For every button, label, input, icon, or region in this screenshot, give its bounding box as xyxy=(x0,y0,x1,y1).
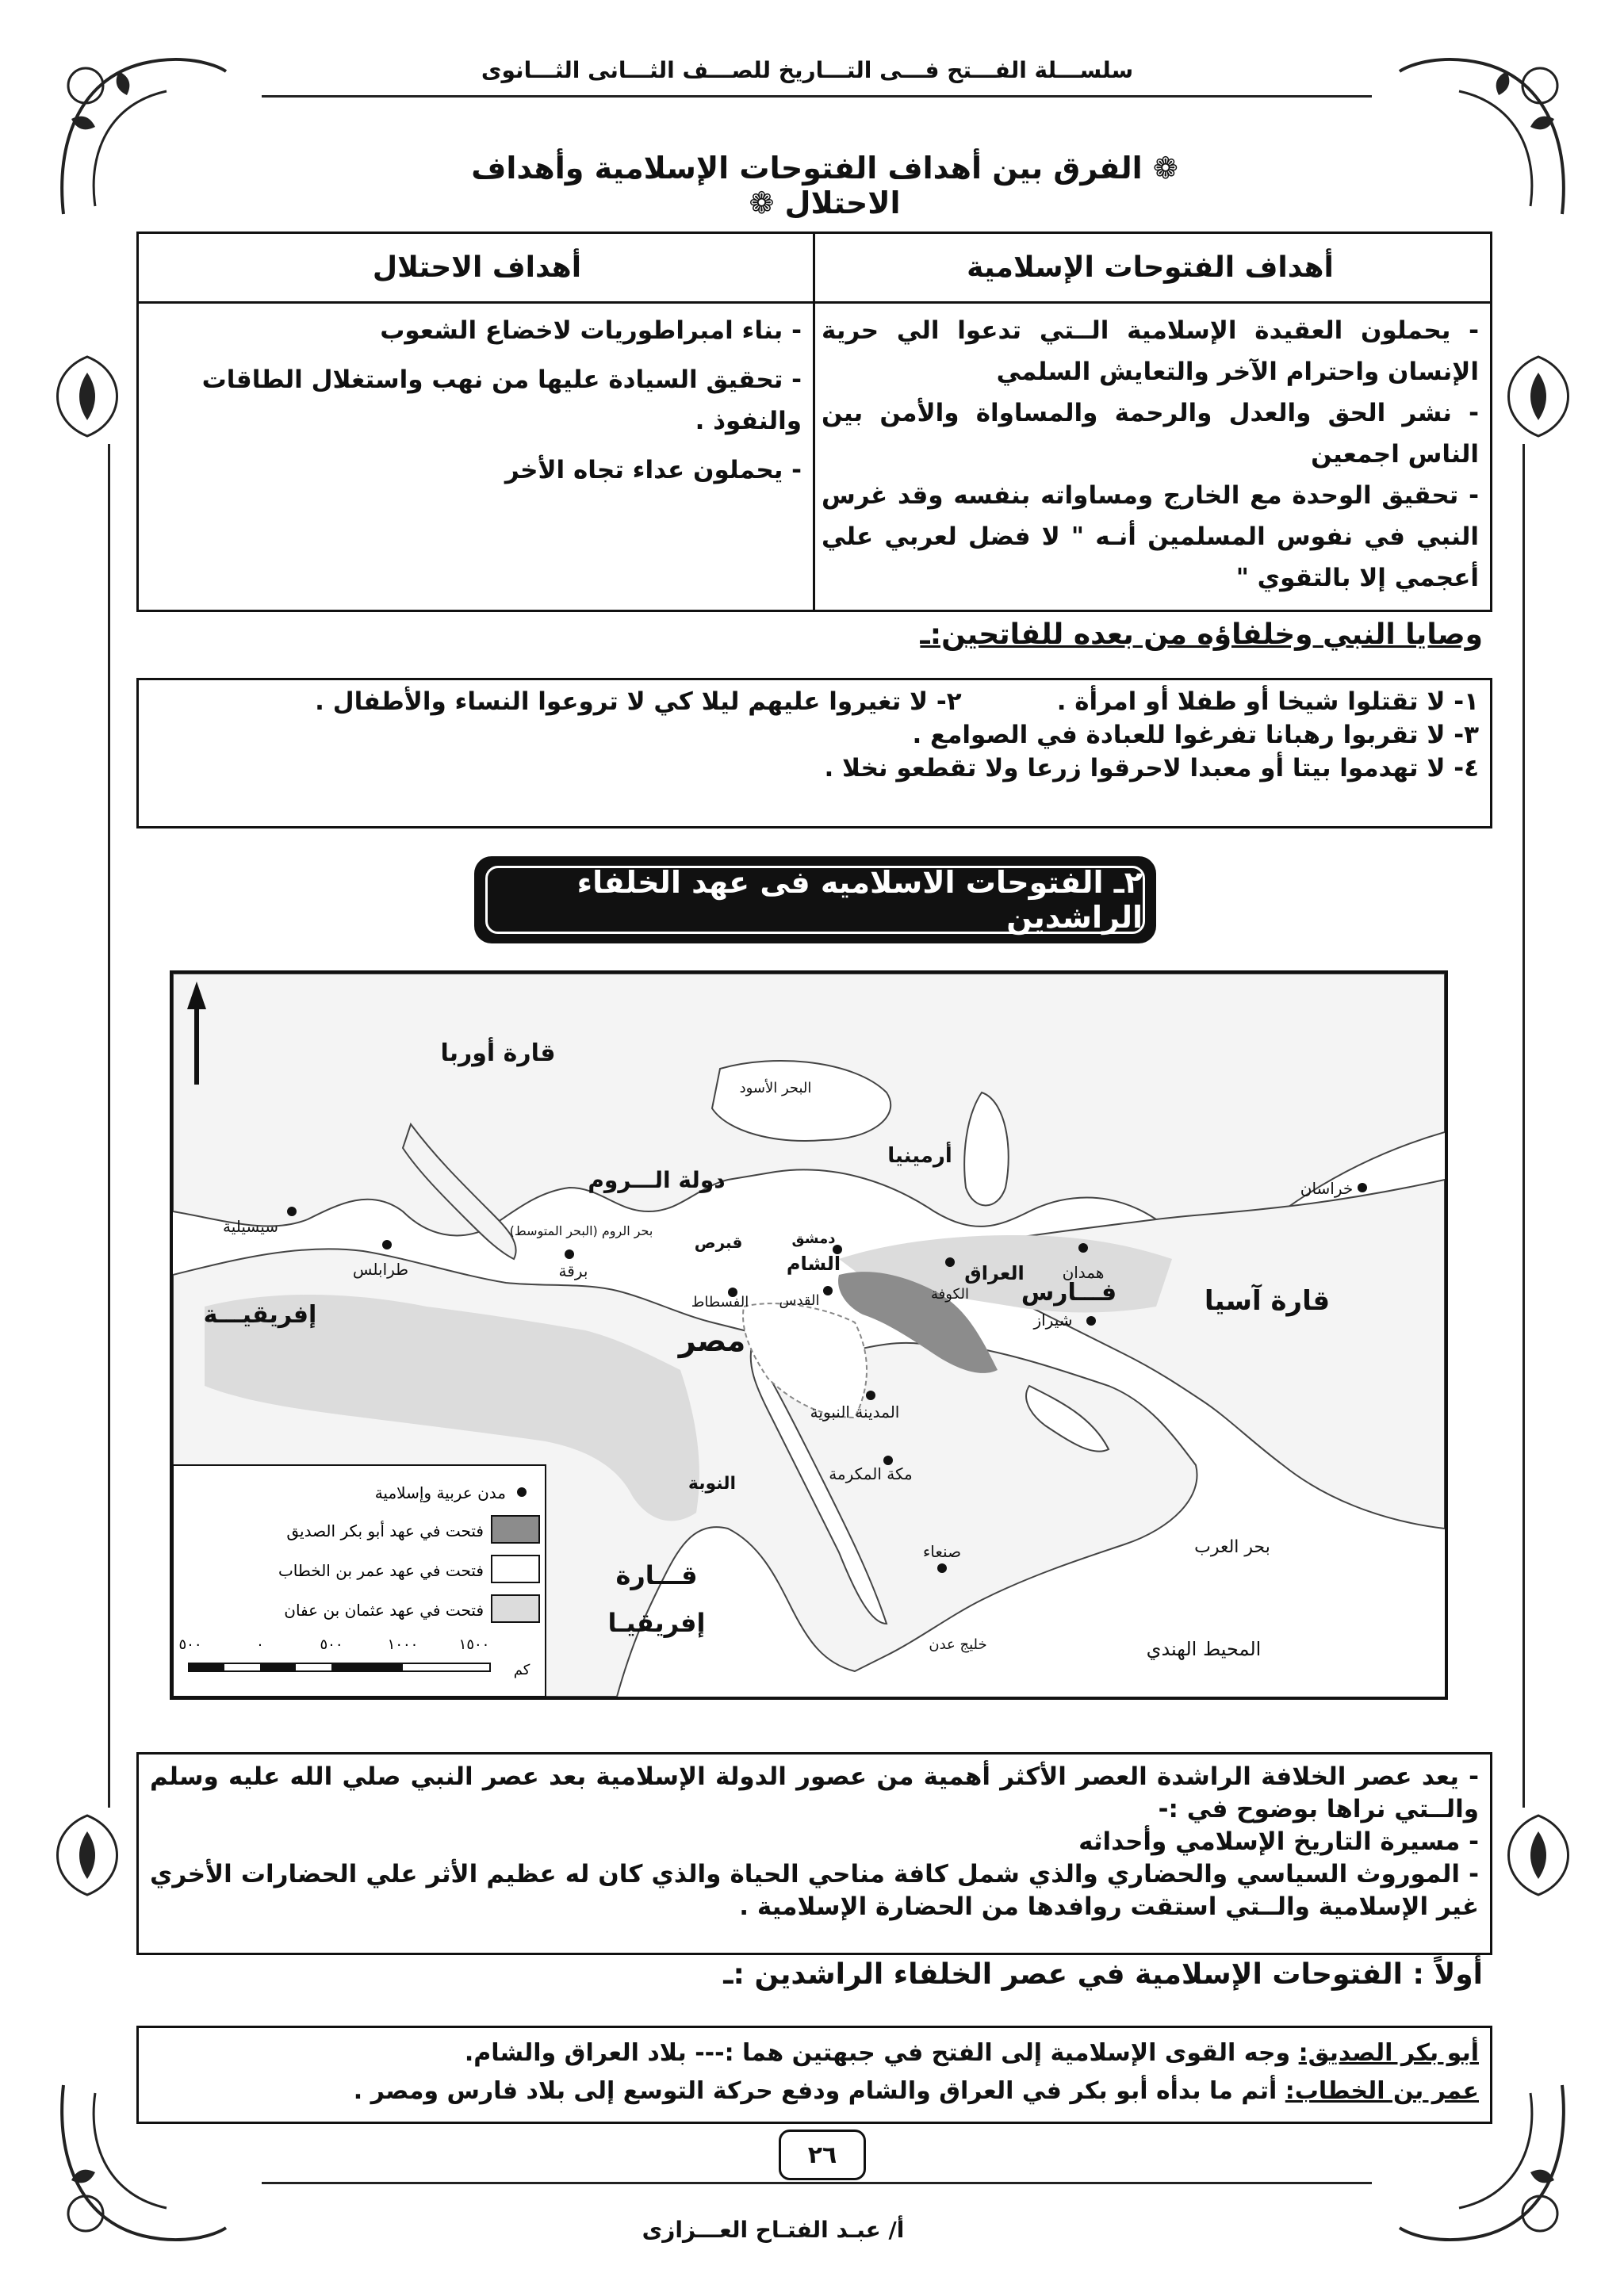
label-barqa: برقة xyxy=(558,1261,588,1280)
city-dot-jerusalem xyxy=(823,1286,833,1295)
city-dot-kufa xyxy=(945,1257,955,1267)
abu-bakr-name: أبو بكر الصديق: xyxy=(1298,2039,1479,2067)
city-dot-hamadan xyxy=(1078,1243,1088,1253)
label-shiraz: شيراز xyxy=(1033,1311,1073,1330)
label-iraq: العراق xyxy=(964,1262,1025,1284)
label-gulf-aden: خليج عدن xyxy=(929,1636,987,1653)
map-legend xyxy=(173,1465,546,1697)
ornament-corner-top-left-icon xyxy=(48,48,230,230)
legend-label: فتحت في عهد عمر بن الخطاب xyxy=(278,1561,484,1580)
city-dot-barqa xyxy=(565,1249,574,1259)
scale-tick-label: ٥٠٠ xyxy=(178,1636,202,1653)
label-mediterranean: بحر الروم (البحر المتوسط) xyxy=(509,1223,653,1238)
city-dot-sicily xyxy=(287,1207,297,1216)
section-title-text: الفرق بين أهداف الفتوحات الإسلامية وأهداف الاحتلال xyxy=(471,151,1143,220)
omar-text: أتم ما بدأه أبو بكر في العراق والشام ودفع حركة التوسع إلى بلاد فارس ومصر . xyxy=(353,2077,1285,2105)
page-number: ٢٦ xyxy=(779,2130,866,2180)
series-title: سلســـلة الفـــتح فـــى التـــاريخ للصـــف الثـــانى الثـــانوى xyxy=(481,57,1134,83)
scale-tick-label: ٥٠٠ xyxy=(320,1636,343,1653)
legend-city-dot xyxy=(517,1487,527,1497)
label-medina: المدينة النبوية xyxy=(810,1402,900,1422)
caliphs-box xyxy=(136,2026,1492,2124)
frame-left-line xyxy=(108,444,110,1808)
era-item: - يعد عصر الخلافة الراشدة العصر الأكثر أهمية من عصور الدولة الإسلامية بعد عصر النبي صلي الله عليه وسلم والــتي نراها بوضوح في :- xyxy=(150,1762,1479,1823)
ornament-side-left-top-icon xyxy=(32,349,143,444)
ornament-side-left-icon xyxy=(32,1808,143,1903)
label-sanaa: صنعاء xyxy=(922,1542,962,1561)
islamic-goal-item: - يحملون العقيدة الإسلامية الــتي تدعوا الي حرية الإنسان واحترام الآخر والتعايش السلمي xyxy=(822,316,1479,386)
legend-swatch-umar xyxy=(492,1556,539,1582)
legend-label: مدن عربية وإسلامية xyxy=(374,1483,506,1502)
label-asia: قارة آسيا xyxy=(1204,1285,1331,1317)
occupation-goal-item: - يحملون عداء تجاه الأخر xyxy=(504,456,802,484)
occupation-goals-header: أهداف الاحتلال xyxy=(139,234,815,304)
scale-tick-label: ٠ xyxy=(256,1636,264,1653)
city-dot-sanaa xyxy=(937,1563,947,1573)
legend-label: فتحت في عهد عثمان بن عفان xyxy=(284,1601,484,1620)
label-fustat: الفسطاط xyxy=(691,1294,749,1311)
label-kufa: الكوفة xyxy=(931,1286,969,1303)
city-dot-medina xyxy=(866,1391,875,1400)
frame-right-line xyxy=(1522,444,1525,1808)
city-dot-tripoli xyxy=(382,1240,392,1249)
legend-swatch-uthman xyxy=(492,1595,539,1622)
occupation-goal-item: - بناء امبراطوريات لاخضاع الشعوب xyxy=(380,316,802,345)
islamic-goal-item: - تحقيق الوحدة مع الخارج ومساواته بنفسه وقد غرس النبي في نفوس المسلمين أنـه " لا فضل لعربي علي أعجمي إلا بالتقوي " xyxy=(822,481,1479,592)
islamic-goal-item: - نشر الحق والعدل والرحمة والمساواة والأمن بين الناس اجمعين xyxy=(822,399,1479,469)
wisdom-item: ٢- لا تغيروا عليهم ليلا كي لا تروعوا النساء والأطفال . xyxy=(315,687,962,716)
wisdom-box xyxy=(136,678,1492,828)
conquests-map xyxy=(170,970,1448,1700)
islamic-goals-column xyxy=(810,304,1490,610)
wisdom-title: وصايا النبي وخلفاؤه من بعده للفاتحين:ـ xyxy=(920,618,1483,651)
ornament-side-right-top-icon xyxy=(1483,349,1594,444)
section-title xyxy=(412,151,1237,220)
label-damascus: دمشق xyxy=(791,1230,836,1247)
frame-top-line xyxy=(262,95,1372,98)
label-armenia: أرمينيا xyxy=(887,1144,952,1168)
first-section-title: أولاً : الفتوحات الإسلامية في عصر الخلفاء الراشدين :ـ xyxy=(723,1958,1483,1991)
abu-bakr-line xyxy=(150,2034,1479,2072)
scale-unit: كم xyxy=(513,1662,530,1678)
label-africa-continent-2: إفريقيـا xyxy=(607,1608,706,1638)
occupation-goals-column xyxy=(139,304,813,610)
islamic-goals-header: أهداف الفتوحات الإسلامية xyxy=(810,234,1490,304)
label-africa-continent-1: قـــارة xyxy=(615,1560,698,1590)
label-arabian-sea: بحر العرب xyxy=(1194,1537,1270,1557)
wisdom-item: ٣- لا تقربوا رهبانا تفرغوا للعبادة في الصوامع . xyxy=(912,721,1479,749)
era-box xyxy=(136,1752,1492,1955)
label-jerusalem: القدس xyxy=(779,1292,820,1309)
label-nubia: النوبة xyxy=(688,1474,737,1494)
label-cyprus: قبرص xyxy=(694,1233,743,1252)
label-sham: الشام xyxy=(786,1253,841,1275)
scale-tick-label: ١٥٠٠ xyxy=(458,1636,490,1653)
omar-line xyxy=(150,2072,1479,2110)
city-dot-shiraz xyxy=(1086,1316,1096,1326)
label-byzantine: دولة الـــروم xyxy=(588,1167,726,1193)
frame-bottom-line xyxy=(262,2182,1372,2184)
flower-icon: ❁ xyxy=(1142,151,1178,186)
scale-tick-label: ١٠٠٠ xyxy=(387,1636,419,1653)
label-black-sea: البحر الأسود xyxy=(739,1080,812,1096)
legend-swatch-abu-bakr xyxy=(492,1516,539,1543)
flower-icon: ❁ xyxy=(749,186,785,220)
ornament-corner-top-right-icon xyxy=(1396,48,1578,230)
ornament-side-right-icon xyxy=(1483,1808,1594,1903)
wisdom-item: ١- لا تقتلوا شيخا أو طفلا أو امرأة . xyxy=(1056,687,1479,716)
label-tripoli: طرابلس xyxy=(352,1260,409,1279)
era-item: - مسيرة التاريخ الإسلامي وأحداثه xyxy=(1078,1827,1479,1856)
map-canvas xyxy=(173,974,1445,1697)
author-name: أ/ عبـد الفتـاح العـــزازى xyxy=(642,2217,905,2243)
label-africa-region: إفريقيـــة xyxy=(203,1301,317,1329)
occupation-goal-item: - تحقيق السيادة عليها من نهب واستغلال الطاقات والنفوذ . xyxy=(201,365,802,435)
label-egypt: مصر xyxy=(678,1323,746,1358)
label-hamadan: همدان xyxy=(1062,1263,1105,1282)
omar-name: عمر بن الخطاب: xyxy=(1285,2077,1479,2105)
comparison-table xyxy=(136,232,1492,612)
era-item: - الموروث السياسي والحضاري والذي شمل كافة مناحي الحياة والذي كان له عظيم الأثر علي الحضارات الأخري غير الإسلامية والــتي استقت روافدها من الحضارة الإسلامية . xyxy=(150,1860,1479,1921)
city-dot-khorasan xyxy=(1358,1183,1367,1192)
label-europe: قارة أوربا xyxy=(440,1039,556,1067)
label-indian-ocean: المحيط الهندي xyxy=(1146,1638,1262,1660)
abu-bakr-text: وجه القوى الإسلامية إلى الفتح في جبهتين هما :--- بلاد العراق والشام. xyxy=(464,2039,1299,2067)
label-khorasan: خراسان xyxy=(1300,1179,1354,1198)
label-mecca: مكة المكرمة xyxy=(829,1464,913,1483)
label-sicily: سيسيلية xyxy=(222,1217,279,1236)
label-persia: فـــارس xyxy=(1021,1279,1117,1307)
wisdom-item: ٤- لا تهدموا بيتا أو معبدا لاحرقوا زرعا ولا تقطعو نخلا . xyxy=(824,754,1479,783)
legend-label: فتحت في عهد أبو بكر الصديق xyxy=(286,1521,484,1540)
rashidun-heading: ٢ـ الفتوحات الاسلاميه فى عهد الخلفاء الراشدين xyxy=(485,866,1145,934)
